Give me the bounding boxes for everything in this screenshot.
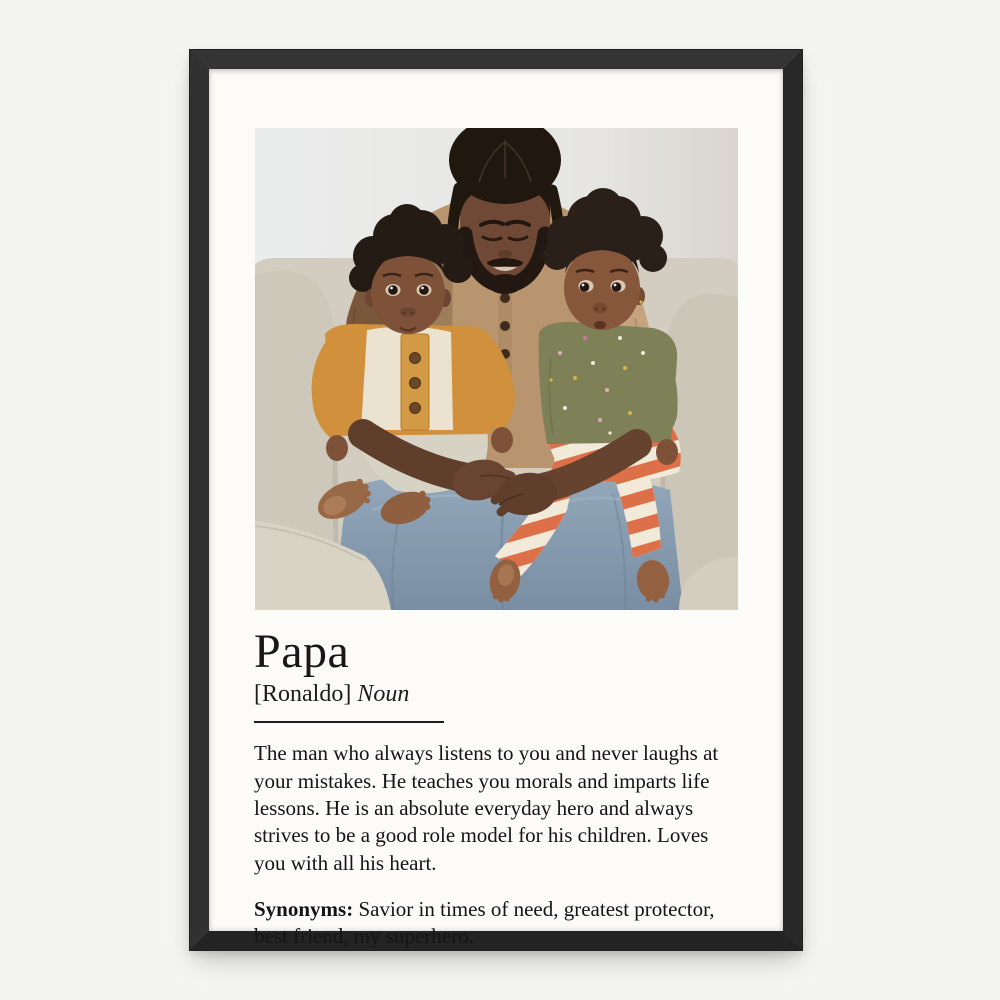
poster-name-bracket: [Ronaldo] xyxy=(254,681,352,707)
poster-subline xyxy=(254,681,738,707)
definition-poster xyxy=(209,69,783,949)
synonyms-label: Synonyms: xyxy=(254,896,354,921)
poster-title: Papa xyxy=(254,625,350,678)
poster-part-of-speech: Noun xyxy=(357,681,410,707)
family-photo-illustration xyxy=(255,128,738,610)
picture-frame xyxy=(190,50,802,950)
title-divider xyxy=(254,721,444,723)
synonyms-text: Savior in times of need, greatest protector, best friend, my superhero. xyxy=(254,896,715,949)
definition-text: The man who always listens to you and never laughs at your mistakes. He teaches you morals and imparts life lessons. He is an absolute everyday hero and always strives to be a good role model for his children. Loves you with all his heart. xyxy=(254,741,719,875)
family-photo xyxy=(255,128,738,610)
synonyms-line xyxy=(254,896,741,951)
